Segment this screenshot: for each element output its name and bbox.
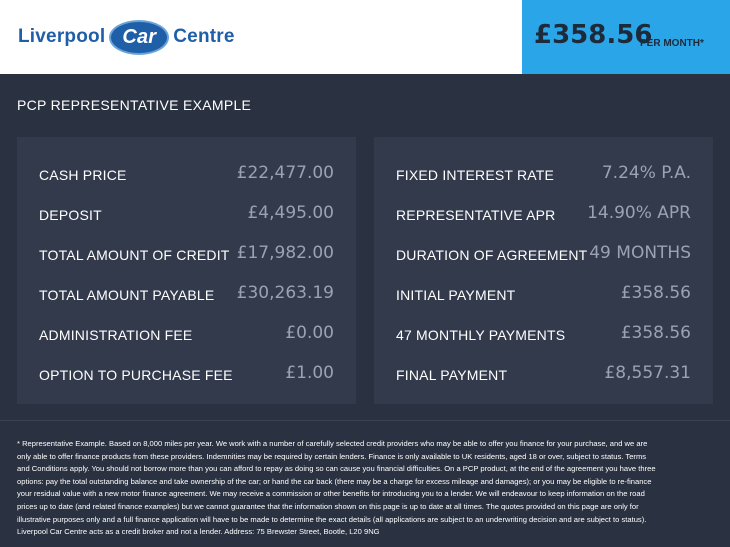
row-value: £8,557.31: [604, 363, 691, 383]
row-label: TOTAL AMOUNT OF CREDIT: [39, 247, 230, 263]
row-value: £17,982.00: [236, 243, 334, 263]
logo-text-part1: Liverpool: [18, 26, 106, 47]
logo-car-badge: Car: [109, 20, 169, 55]
finance-disclaimer: * Representative Example. Based on 8,000 miles per year. We work with a number of carefully selected credit providers who may be able to offer you finance for your purchase, and we are only able to offer finance products from these providers. Indemnities may be required by certain lenders. Finance is only available to UK residents, aged 18 or over, subject to status. Terms and Conditions apply. You should not borrow more than you can afford to repay as doing so can cause you financial difficulties. On a PCP product, at the end of the agreement you have three options: pay the total outstanding balance and take ownership of the car; or hand the car back (there may be a charge for excess mileage and damages); or you may be eligible to re-finance your residual value with a new motor finance agreement. We may receive a commission or other benefits for introducing you to a lender. We will endeavour to keep information on the road prices up to date (and related finance examples) but we cannot guarantee that the information shown on this page is up to date at all times. The quotes provided on this page are only for illustrative purposes only and a full finance application will have to be made to determine the exact details (all applications are subject to an underwriting decision and are subject to status). Liverpool Car Centre acts as a credit broker and not a lender. Address: 75 Brewster Street, Bootle, L20 9NG: [17, 439, 656, 537]
row-value: £22,477.00: [236, 163, 334, 183]
row-value: £358.56: [620, 323, 691, 343]
row-value: £358.56: [620, 283, 691, 303]
section-divider: [0, 420, 730, 421]
row-label: OPTION TO PURCHASE FEE: [39, 367, 233, 383]
row-value: £4,495.00: [247, 203, 334, 223]
section-title: PCP REPRESENTATIVE EXAMPLE: [17, 97, 252, 113]
row-label: INITIAL PAYMENT: [396, 287, 516, 303]
row-label: DEPOSIT: [39, 207, 102, 223]
row-value: 49 MONTHS: [589, 243, 691, 263]
row-label: REPRESENTATIVE APR: [396, 207, 556, 223]
finance-row: [17, 359, 356, 389]
finance-row: [374, 239, 713, 269]
row-label: FIXED INTEREST RATE: [396, 167, 555, 183]
row-label: ADMINISTRATION FEE: [39, 327, 193, 343]
finance-row: [17, 159, 356, 189]
brand-logo[interactable]: [18, 20, 235, 54]
finance-row: [374, 199, 713, 229]
header: [0, 0, 730, 74]
finance-row: [17, 239, 356, 269]
monthly-price-panel: [522, 0, 730, 74]
monthly-price-value: £358.56: [534, 20, 653, 50]
row-label: FINAL PAYMENT: [396, 367, 508, 383]
finance-row: [374, 279, 713, 309]
row-label: 47 MONTHLY PAYMENTS: [396, 327, 566, 343]
finance-card-right: [374, 137, 713, 404]
finance-row: [374, 159, 713, 189]
finance-row: [374, 319, 713, 349]
finance-row: [374, 359, 713, 389]
row-value: £30,263.19: [236, 283, 334, 303]
finance-row: [17, 279, 356, 309]
finance-card-left: [17, 137, 356, 404]
row-value: 7.24% P.A.: [601, 163, 691, 183]
row-value: £1.00: [285, 363, 334, 383]
logo-text-part3: Centre: [173, 26, 235, 47]
monthly-price-suffix: PER MONTH*: [640, 38, 704, 49]
row-label: DURATION OF AGREEMENT: [396, 247, 588, 263]
row-label: TOTAL AMOUNT PAYABLE: [39, 287, 215, 303]
row-value: 14.90% APR: [587, 203, 691, 223]
row-value: £0.00: [285, 323, 334, 343]
finance-row: [17, 319, 356, 349]
finance-row: [17, 199, 356, 229]
row-label: CASH PRICE: [39, 167, 127, 183]
